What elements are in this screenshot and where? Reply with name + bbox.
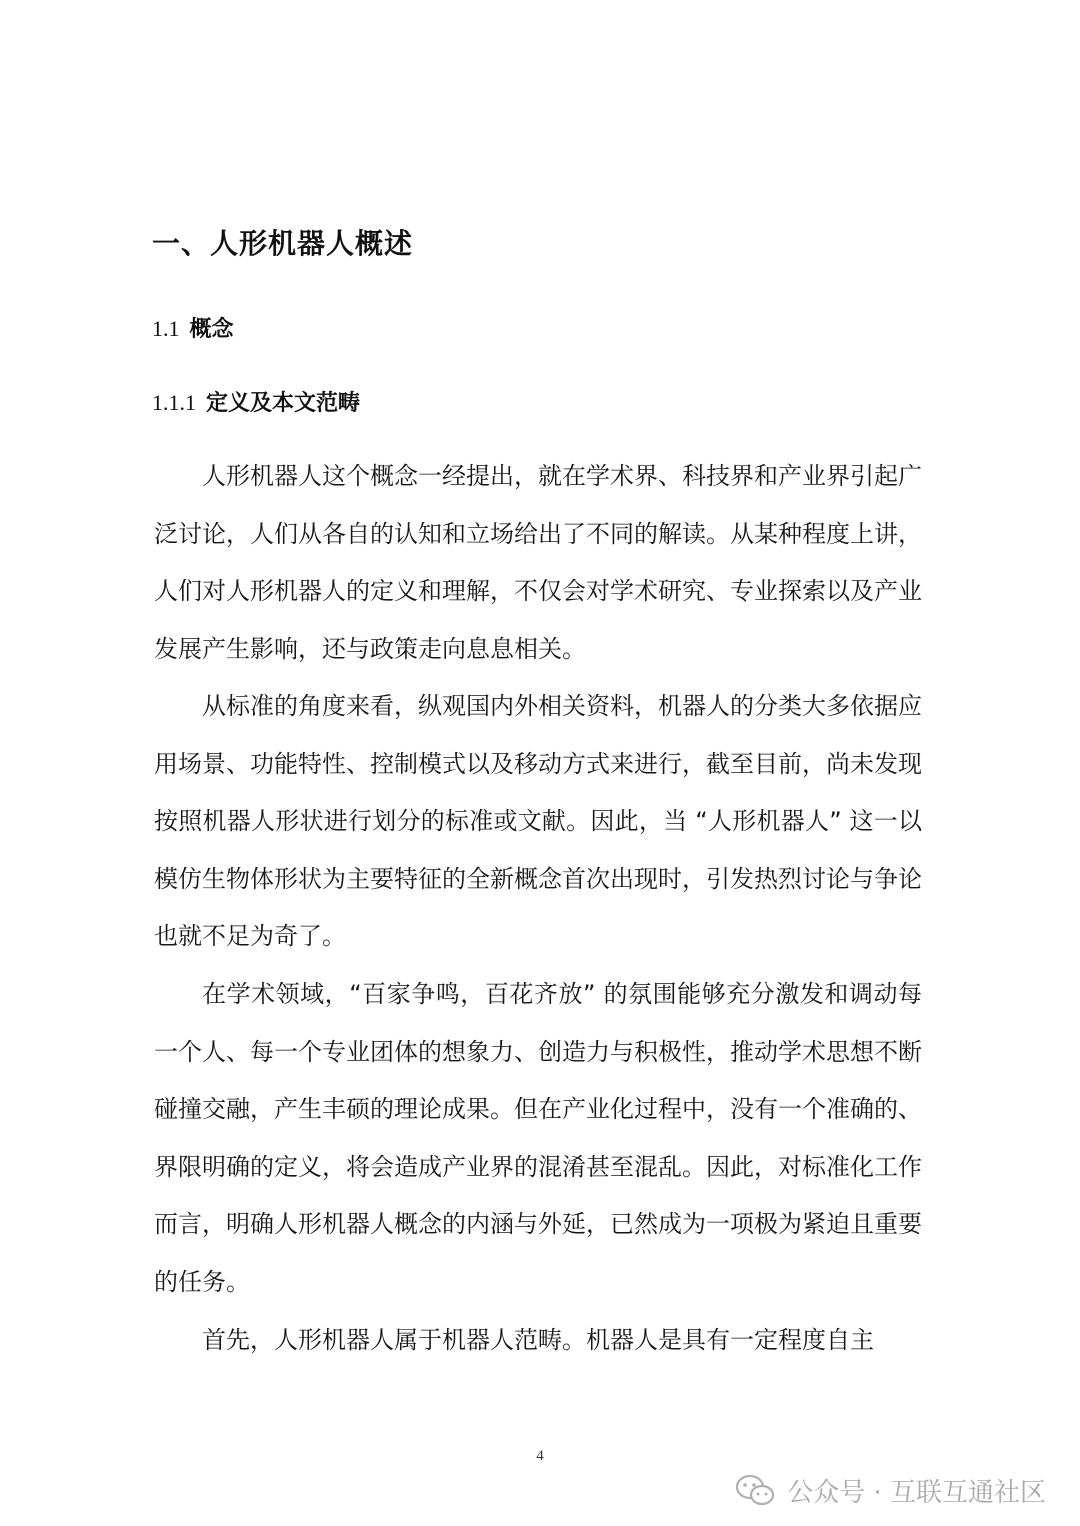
subsection-number: 1.1.1 xyxy=(152,390,196,415)
watermark-text: 公众号 · 互联互通社区 xyxy=(787,1478,1046,1508)
page-number: 4 xyxy=(536,1448,544,1464)
paragraph: 人形机器人这个概念一经提出，就在学术界、科技界和产业界引起广泛讨论，人们从各自的认知和立场给出了不同的解读。从某种程度上讲，人们对人形机器人的定义和理解，不仅会对学术研究、专业探索以及产业发展产生影响，还与政策走向息息相关。 xyxy=(154,462,922,663)
paragraph: 在学术领域，“百家争鸣，百花齐放” 的氛围能够充分激发和调动每一个人、每一个专业团体的想象力、创造力与积极性，推动学术思想不断碰撞交融，产生丰硕的理论成果。但在产业化过程中，没有一个准确的、界限明确的定义，将会造成产业界的混淆甚至混乱。因此，对标准化工作而言，明确人形机器人概念的内涵与外延，已然成为一项极为紧迫且重要的任务。 xyxy=(154,980,922,1296)
subsection-heading xyxy=(152,386,360,417)
wechat-icon xyxy=(735,1474,775,1508)
subsection-title: 定义及本文范畴 xyxy=(206,391,361,416)
chapter-heading: 一、人形机器人概述 xyxy=(152,227,414,260)
section-title: 概念 xyxy=(189,317,234,342)
paragraph: 首先，人形机器人属于机器人范畴。机器人是具有一定程度自主 xyxy=(202,1326,874,1354)
paragraph: 从标准的角度来看，纵观国内外相关资料，机器人的分类大多依据应用场景、功能特性、控制模式以及移动方式来进行，截至目前，尚未发现按照机器人形状进行划分的标准或文献。因此，当 “人形机器人” 这一以模仿生物体形状为主要特征的全新概念首次出现时，引发热烈讨论与争论也就不足为奇了。 xyxy=(154,692,922,950)
section-number: 1.1 xyxy=(152,316,180,341)
section-heading xyxy=(152,312,234,343)
watermark xyxy=(735,1472,1046,1509)
